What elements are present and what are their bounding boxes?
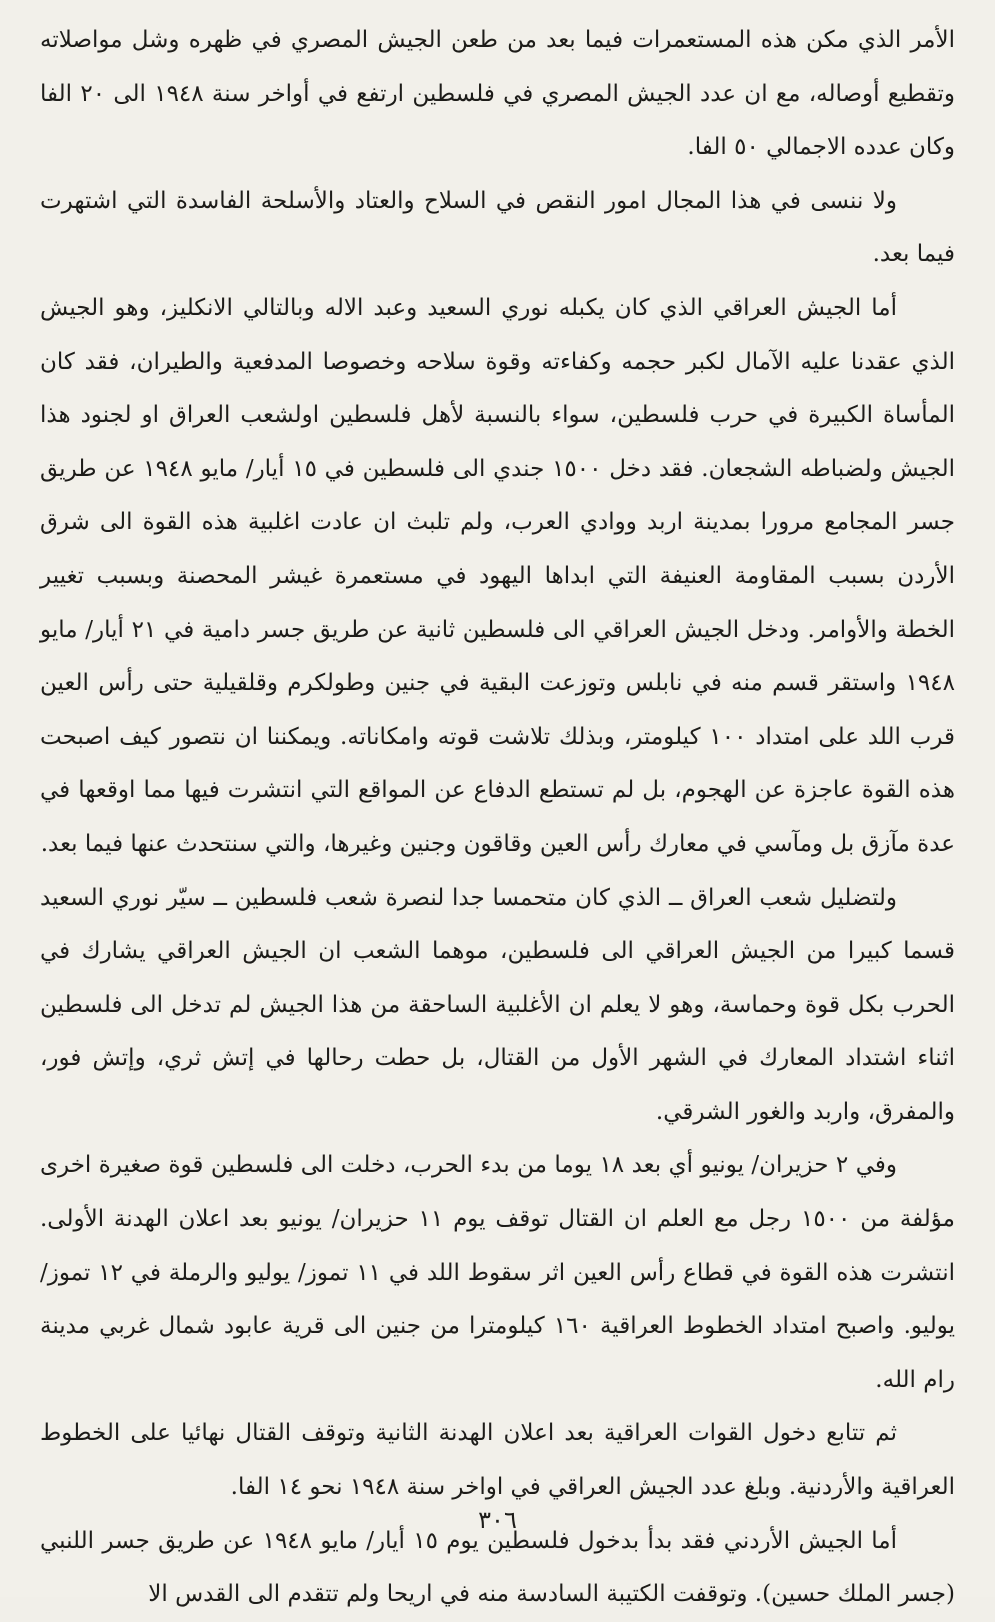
paragraph-3: أما الجيش العراقي الذي كان يكبله نوري السعيد وعبد الاله وبالتالي الانكليز، وهو الجيش الذي عقدنا عليه الآمال لكبر حجمه وكفاءته وقوة سلاحه وخصوصا المدفعية والطيران، فقد كان المأساة الكبيرة في حرب فلسطين، سواء بالنسبة لأهل فلسطين اولشعب العراق او لجنود هذا الجيش ولضباطه الشجعان. فقد دخل ١٥٠٠ جندي الى فلسطين في ١٥ أيار/ مايو ١٩٤٨ عن طريق جسر المجامع مرورا بمدينة اربد ووادي العرب، ولم تلبث ان عادت اغلبية هذه القوة الى شرق الأردن بسبب المقاومة العنيفة التي ابداها اليهود في مستعمرة غيشر المحصنة وبسبب تغيير الخطة والأوامر. ودخل الجيش العراقي الى فلسطين ثانية عن طريق جسر دامية في ٢١ أيار/ مايو ١٩٤٨ واستقر قسم منه في نابلس وتوزعت البقية في جنين وطولكرم وقلقيلية حتى رأس العين قرب اللد على امتداد ١٠٠ كيلومتر، وبذلك تلاشت قوته وامكاناته. ويمكننا ان نتصور كيف اصبحت هذه القوة عاجزة عن الهجوم، بل لم تستطع الدفاع عن المواقع التي انتشرت فيها مما اوقعها في عدة مآزق بل ومآسي في معارك رأس العين وقاقون وجنين وغيرها، والتي سنتحدث عنها فيما بعد. <box>40 294 955 857</box>
paragraph-2: ولا ننسى في هذا المجال امور النقص في السلاح والعتاد والأسلحة الفاسدة التي اشتهرت فيما بعد. <box>40 187 955 268</box>
paragraph-1: الأمر الذي مكن هذه المستعمرات فيما بعد من طعن الجيش المصري في ظهره وشل مواصلاته وتقطيع أوصاله، مع ان عدد الجيش المصري في فلسطين ارتفع في أواخر سنة ١٩٤٨ الى ٢٠ الفا وكان عدده الاجمالي ٥٠ الفا. <box>40 27 956 161</box>
paragraph-6: ثم تتابع دخول القوات العراقية بعد اعلان الهدنة الثانية وتوقف القتال نهائيا على الخطوط العراقية والأردنية. وبلغ عدد الجيش العراقي في اواخر سنة ١٩٤٨ نحو ١٤ الفا. <box>40 1420 955 1501</box>
paragraph-7: أما الجيش الأردني فقد بدأ بدخول فلسطين يوم ١٥ أيار/ مايو ١٩٤٨ عن طريق جسر اللنبي (جسر الملك حسين). وتوقفت الكتيبة السادسة منه في اريحا ولم تتقدم الى القدس الا <box>40 1527 955 1608</box>
body-text <box>40 14 955 1622</box>
paragraph-4: ولتضليل شعب العراق ــ الذي كان متحمسا جدا لنصرة شعب فلسطين ــ سيّر نوري السعيد قسما كبيرا من الجيش العراقي الى فلسطين، موهما الشعب ان الجيش العراقي يشارك في الحرب بكل قوة وحماسة، وهو لا يعلم ان الأغلبية الساحقة من هذا الجيش لم تدخل الى فلسطين اثناء اشتداد المعارك في الشهر الأول من القتال، بل حطت رحالها في إتش ثري، وإتش فور، والمفرق، واربد والغور الشرقي. <box>40 884 955 1125</box>
paragraph-5: وفي ٢ حزيران/ يونيو أي بعد ١٨ يوما من بدء الحرب، دخلت الى فلسطين قوة صغيرة اخرى مؤلفة من ١٥٠٠ رجل مع العلم ان القتال توقف يوم ١١ حزيران/ يونيو بعد اعلان الهدنة الأولى. انتشرت هذه القوة في قطاع رأس العين اثر سقوط اللد في ١١ تموز/ يوليو والرملة في ١٢ تموز/ يوليو. واصبح امتداد الخطوط العراقية ١٦٠ كيلومترا من جنين الى قرية عابود شمال غربي مدينة رام الله. <box>40 1152 956 1393</box>
page-number: ٣٠٦ <box>478 1506 517 1534</box>
